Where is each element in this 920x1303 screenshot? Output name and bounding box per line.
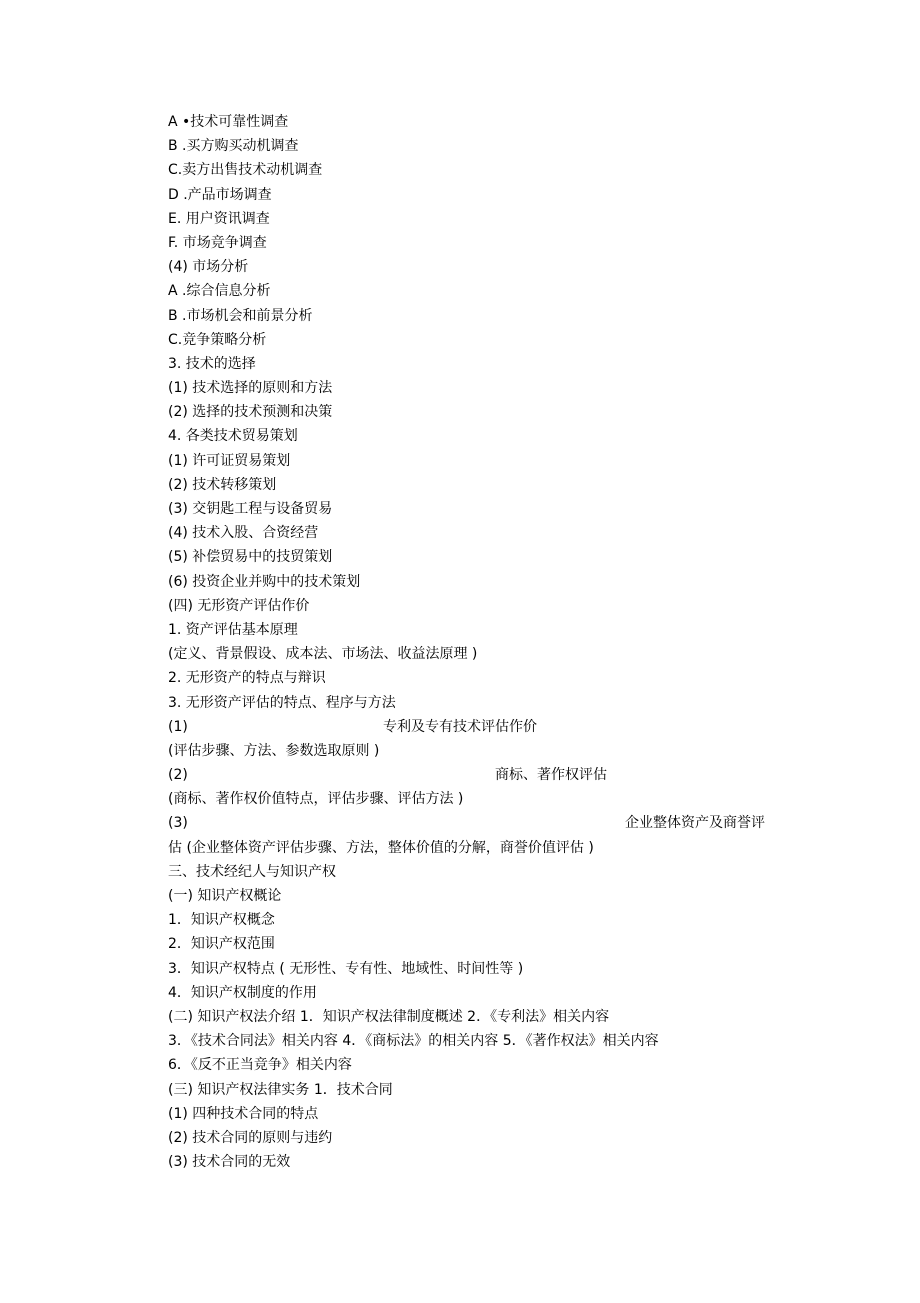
text-line: C.卖方出售技术动机调查 xyxy=(168,162,323,179)
text-line: 6．《反不正当竞争》相关内容 xyxy=(168,1057,352,1074)
text-line: 4. 各类技术贸易策划 xyxy=(168,428,298,445)
item-text: 商标、著作权评估 xyxy=(495,767,607,784)
text-line: 3. 技术的选择 xyxy=(168,355,256,372)
text-line: (4) 技术入股、合资经营 xyxy=(168,525,319,542)
text-line: (定义、背景假设、成本法、市场法、收益法原理 ) xyxy=(168,646,478,663)
text-line: (2) 选择的技术预测和决策 xyxy=(168,404,333,421)
text-line: A •技术可靠性调查 xyxy=(168,114,289,130)
text-line: (1) 许可证贸易策划 xyxy=(168,452,291,469)
text-line: 3．知识产权特点 ( 无形性、专有性、地域性、时间性等 ) xyxy=(168,960,524,977)
text-line: (评估步骤、方法、参数选取原则 ) xyxy=(168,742,380,759)
text-line: B .市场机会和前景分析 xyxy=(168,307,313,324)
text-line: C.竞争策略分析 xyxy=(168,331,267,348)
text-line: A .综合信息分析 xyxy=(168,283,271,300)
item-number: (3) xyxy=(168,815,188,832)
text-line: (一) 知识产权概论 xyxy=(168,888,282,904)
text-line: (四) 无形资产评估作价 xyxy=(168,597,310,614)
text-line: (二) 知识产权法介绍 1．知识产权法律制度概述 2．《专利法》相关内容 xyxy=(168,1008,610,1025)
text-line: (1) 四种技术合同的特点 xyxy=(168,1105,319,1122)
text-line-split xyxy=(168,811,788,835)
text-line: 3. 无形资产评估的特点、程序与方法 xyxy=(168,694,396,711)
text-line: 1．知识产权概念 xyxy=(168,912,275,929)
document-page xyxy=(168,110,788,1174)
text-line: (三) 知识产权法律实务 1．技术合同 xyxy=(168,1081,393,1098)
item-text: 企业整体资产及商誉评 xyxy=(625,815,765,832)
text-line: 估 (企业整体资产评估步骤、方法，整体价值的分解，商誉价值评估 ) xyxy=(168,839,594,856)
text-line: (3) 交钥匙工程与设备贸易 xyxy=(168,501,333,517)
text-line: D .产品市场调查 xyxy=(168,186,272,203)
text-line: 4．知识产权制度的作用 xyxy=(168,984,317,1001)
text-line-split xyxy=(168,763,788,787)
text-line: E. 用户资讯调查 xyxy=(168,210,270,227)
text-line: 2. 无形资产的特点与辩识 xyxy=(168,670,326,687)
text-line: F. 市场竞争调查 xyxy=(168,234,267,251)
text-line: B .买方购买动机调查 xyxy=(168,138,299,155)
text-line: (6) 投资企业并购中的技术策划 xyxy=(168,573,361,590)
item-text: 专利及专有技术评估作价 xyxy=(383,718,537,735)
text-line: (5) 补偿贸易中的技贸策划 xyxy=(168,549,333,566)
text-line: (3) 技术合同的无效 xyxy=(168,1154,291,1171)
text-line: 2．知识产权范围 xyxy=(168,936,275,953)
text-line-split xyxy=(168,715,788,739)
text-line: (2) 技术合同的原则与违约 xyxy=(168,1129,333,1146)
text-line: 三、技术经纪人与知识产权 xyxy=(168,863,336,880)
item-number: (2) xyxy=(168,767,188,784)
text-line: (2) 技术转移策划 xyxy=(168,476,277,493)
text-line: 3．《技术合同法》相关内容 4．《商标法》的相关内容 5．《著作权法》相关内容 xyxy=(168,1033,659,1050)
text-line: 1. 资产评估基本原理 xyxy=(168,621,298,638)
text-line: (4) 市场分析 xyxy=(168,259,249,276)
text-line: (1) 技术选择的原则和方法 xyxy=(168,380,333,397)
item-number: (1) xyxy=(168,718,188,735)
text-line: (商标、著作权价值特点，评估步骤、评估方法 ) xyxy=(168,791,464,808)
